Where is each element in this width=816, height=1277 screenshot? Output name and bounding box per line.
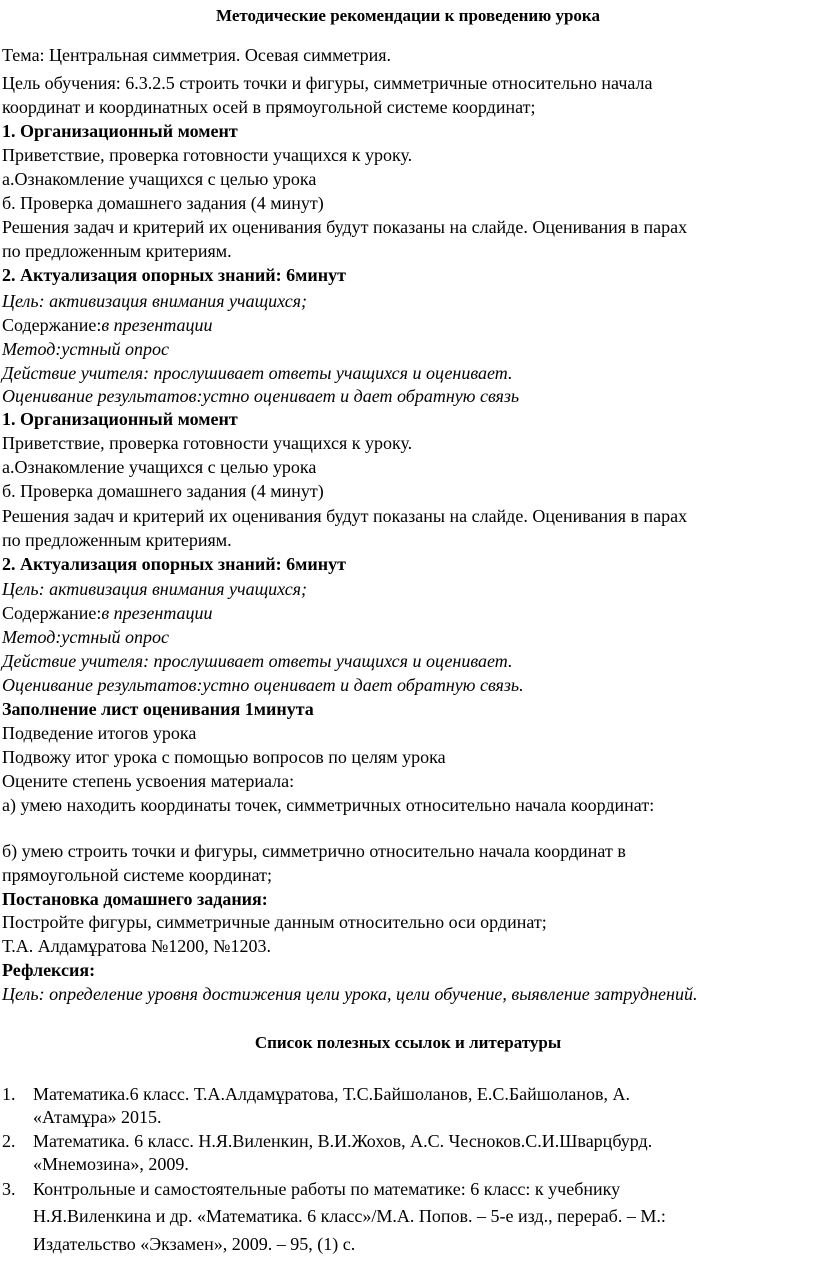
text-line: Постройте фигуры, симметричные данным относительно оси ординат; (2, 912, 547, 932)
content-line (2, 314, 213, 336)
content-label: Содержание: (2, 315, 102, 335)
text-line: прямоугольной системе координат; (2, 865, 273, 885)
italic-line: Действие учителя: прослушивает ответы учащихся и оценивает. (2, 363, 513, 383)
ref-text: Н.Я.Виленкина и др. «Математика. 6 класс»/М.А. Попов. – 5-е изд., перераб. – М.: (33, 1206, 666, 1226)
italic-line: Цель: активизация внимания учащихся; (2, 579, 308, 599)
text-line: а.Ознакомление учащихся с целью урока (2, 457, 317, 477)
goal-line: координат и координатных осей в прямоугольной системе координат; (2, 97, 536, 117)
text-line: а.Ознакомление учащихся с целью урока (2, 169, 317, 189)
content-label: Содержание: (2, 603, 102, 623)
text-line: Приветствие, проверка готовности учащихся к уроку. (2, 433, 413, 453)
italic-line: Действие учителя: прослушивает ответы учащихся и оценивает. (2, 651, 513, 671)
italic-line: Оценивание результатов:устно оценивает и дает обратную связь. (2, 675, 524, 695)
ref-number: 3. (2, 1179, 16, 1199)
text-line: а) умею находить координаты точек, симметричных относительно начала координат: (2, 795, 655, 815)
text-line: б. Проверка домашнего задания (4 минут) (2, 193, 324, 213)
ref-number: 2. (2, 1131, 16, 1151)
section-heading: Рефлексия: (2, 960, 96, 980)
ref-text: Математика.6 класс. Т.А.Алдамұратова, Т.С.Байшоланов, Е.С.Байшоланов, А. (33, 1084, 631, 1104)
text-line: Решения задач и критерий их оценивания будут показаны на слайде. Оценивания в парах (2, 506, 688, 526)
document-title: Методические рекомендации к проведению урока (216, 6, 600, 25)
italic-line: Оценивание результатов:устно оценивает и дает обратную связь (2, 386, 520, 406)
content-value: в презентации (101, 315, 213, 335)
ref-text: «Атамұра» 2015. (33, 1107, 162, 1127)
text-line: Оцените степень усвоения материала: (2, 771, 295, 791)
section-heading: Заполнение лист оценивания 1минута (2, 699, 314, 719)
text-line: Т.А. Алдамұратова №1200, №1203. (2, 936, 271, 956)
ref-number: 1. (2, 1084, 16, 1104)
text-line: б. Проверка домашнего задания (4 минут) (2, 481, 324, 501)
ref-text: Контрольные и самостоятельные работы по математике: 6 класс: к учебнику (33, 1179, 621, 1199)
ref-text: «Мнемозина», 2009. (33, 1154, 189, 1174)
text-line: Подведение итогов урока (2, 723, 197, 743)
text-line: Подвожу итог урока с помощью вопросов по целям урока (2, 747, 446, 767)
section-heading: 1. Организационный момент (2, 409, 238, 429)
text-line: Решения задач и критерий их оценивания будут показаны на слайде. Оценивания в парах (2, 217, 688, 237)
section-heading: 1. Организационный момент (2, 121, 238, 141)
section-heading: 2. Актуализация опорных знаний: 6минут (2, 554, 346, 574)
content-line (2, 602, 213, 624)
section-heading: Постановка домашнего задания: (2, 889, 268, 909)
content-value: в презентации (101, 603, 213, 623)
section-heading: 2. Актуализация опорных знаний: 6минут (2, 265, 346, 285)
text-line: по предложенным критериям. (2, 241, 232, 261)
text-line: по предложенным критериям. (2, 530, 232, 550)
italic-line: Цель: определение уровня достижения цели урока, цели обучение, выявление затруднений. (2, 984, 698, 1004)
goal-line: Цель обучения: 6.3.2.5 строить точки и фигуры, симметричные относительно начала (2, 73, 653, 93)
topic-line: Тема: Центральная симметрия. Осевая симметрия. (2, 45, 392, 65)
text-line: б) умею строить точки и фигуры, симметрично относительно начала координат в (2, 841, 626, 861)
italic-line: Метод:устный опрос (2, 627, 169, 647)
ref-text: Издательство «Экзамен», 2009. – 95, (1) с. (33, 1234, 356, 1254)
italic-line: Цель: активизация внимания учащихся; (2, 291, 308, 311)
ref-text: Математика. 6 класс. Н.Я.Виленкин, В.И.Жохов, А.С. Чесноков.С.И.Шварцбурд. (33, 1131, 653, 1151)
italic-line: Метод:устный опрос (2, 339, 169, 359)
references-title: Список полезных ссылок и литературы (254, 1033, 562, 1052)
text-line: Приветствие, проверка готовности учащихся к уроку. (2, 145, 413, 165)
